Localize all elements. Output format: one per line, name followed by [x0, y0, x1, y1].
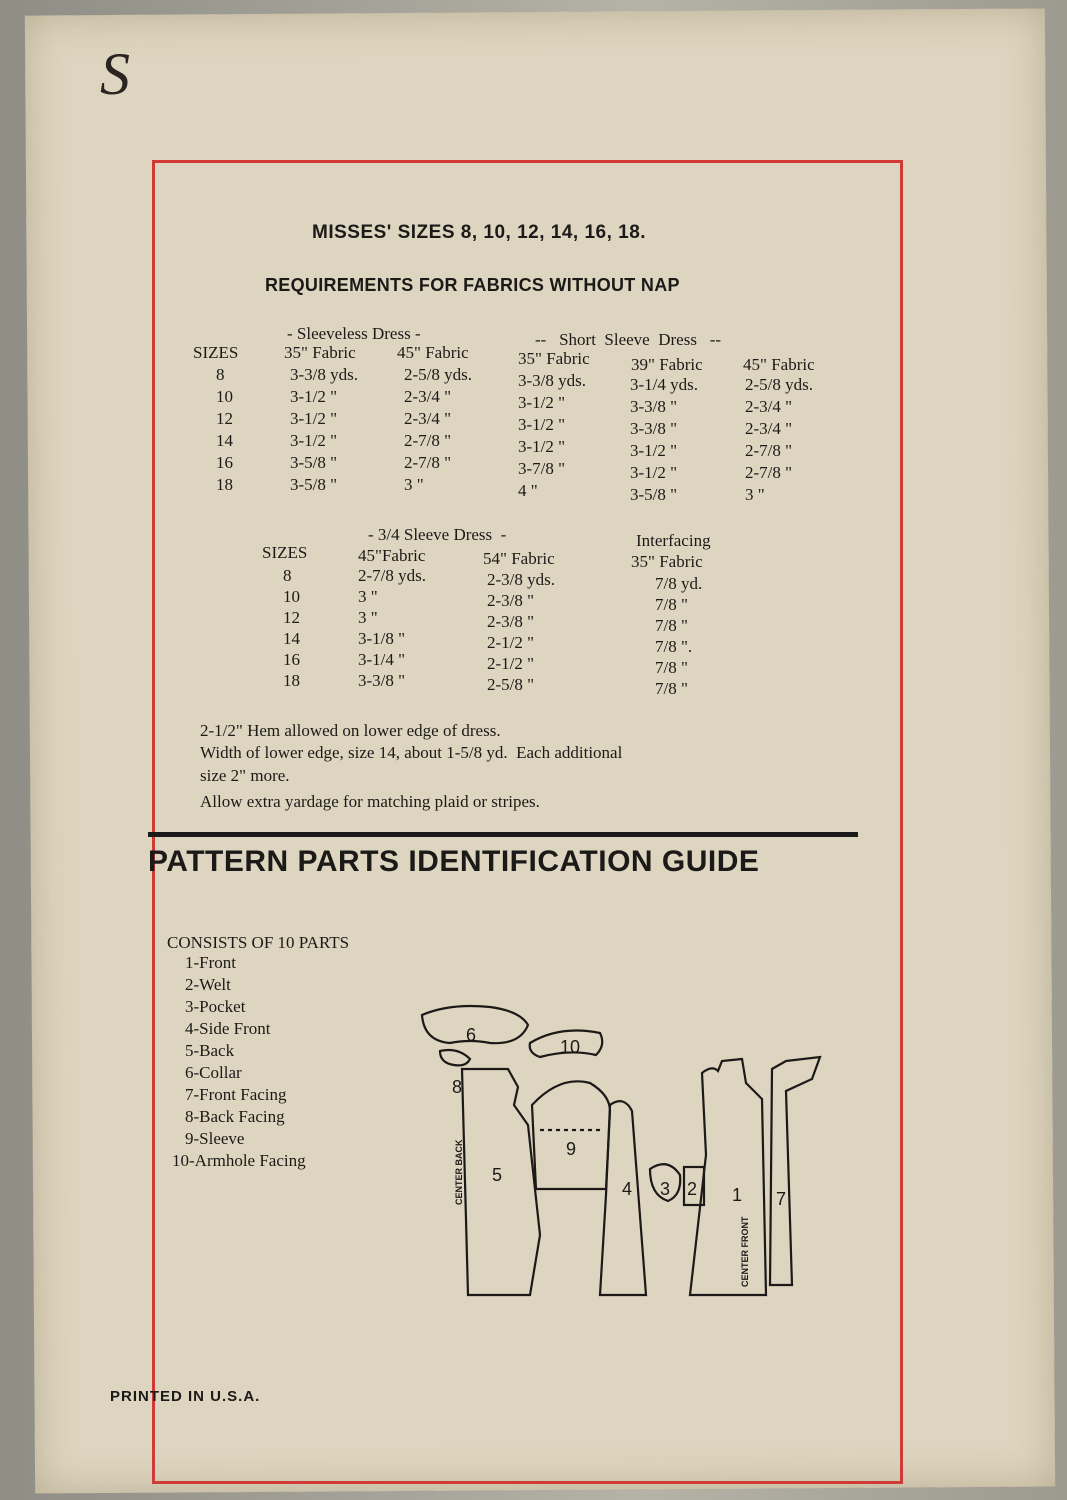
- table2-cell: 7/8 ": [655, 616, 688, 635]
- table2-cell: 7/8 ": [655, 679, 688, 698]
- table1-cell: 3-3/8 ": [630, 419, 678, 438]
- part-item: 5-Back: [185, 1041, 235, 1060]
- note-size: size 2" more.: [200, 766, 290, 785]
- table1-cell: 2-7/8 ": [404, 431, 452, 450]
- part-item: 8-Back Facing: [185, 1107, 285, 1126]
- table1-cell: 3-3/8 yds.: [290, 365, 358, 384]
- label-4: 4: [622, 1179, 633, 1199]
- table2-cell: 8: [283, 566, 292, 585]
- part-item: 7-Front Facing: [185, 1085, 287, 1104]
- table1-cell: 3-1/2 ": [290, 409, 338, 428]
- front-facing-piece: [770, 1057, 820, 1285]
- table1-cell: 3 ": [745, 485, 765, 504]
- group-three-quarter: - 3/4 Sleeve Dress -: [368, 525, 507, 544]
- table1-cell: 3-1/2 ": [290, 387, 338, 406]
- col-45: 45" Fabric: [397, 343, 469, 362]
- table1-cell: 3-7/8 ": [518, 459, 566, 478]
- table2-cell: 14: [283, 629, 300, 648]
- table1-cell: 16: [216, 453, 233, 472]
- note-plaid: Allow extra yardage for matching plaid or stripes.: [200, 792, 540, 811]
- handwritten-mark: S: [100, 41, 130, 107]
- col-35-short: 35" Fabric: [518, 349, 590, 368]
- table1-cell: 3-1/4 yds.: [630, 375, 698, 394]
- label-2: 2: [687, 1179, 698, 1199]
- table1-cell: 14: [216, 431, 233, 450]
- note-hem: 2-1/2" Hem allowed on lower edge of dress.: [200, 721, 501, 740]
- col-35: 35" Fabric: [284, 343, 356, 362]
- table2-cell: 2-7/8 yds.: [358, 566, 426, 585]
- table1-cell: 3-1/2 ": [518, 393, 566, 412]
- table2-cell: 3 ": [358, 587, 378, 606]
- sizes-title: MISSES' SIZES 8, 10, 12, 14, 16, 18.: [312, 222, 647, 243]
- table1-cell: 2-5/8 yds.: [404, 365, 472, 384]
- col-45-short: 45" Fabric: [743, 355, 815, 374]
- table2-cell: 2-3/8 ": [487, 591, 535, 610]
- label-1: 1: [732, 1185, 743, 1205]
- table1-cell: 2-3/4 ": [404, 409, 452, 428]
- table1-cell: 3-1/2 ": [518, 437, 566, 456]
- section-rule: [148, 832, 858, 837]
- group-sleeveless: - Sleeveless Dress -: [287, 324, 421, 343]
- table1-cell: 3-3/8 yds.: [518, 371, 586, 390]
- col-sizes: SIZES: [193, 343, 239, 362]
- back-facing-piece: [440, 1050, 470, 1065]
- part-item: 3-Pocket: [185, 997, 246, 1016]
- front-piece: [690, 1059, 766, 1295]
- table2-cell: 3-1/8 ": [358, 629, 406, 648]
- table2-cell: 2-3/8 ": [487, 612, 535, 631]
- col-39: 39" Fabric: [631, 355, 703, 374]
- table1-cell: 3-5/8 ": [630, 485, 678, 504]
- table1-cell: 2-7/8 ": [404, 453, 452, 472]
- note-width: Width of lower edge, size 14, about 1-5/8 yd. Each additional: [200, 743, 623, 762]
- table1-cell: 3-5/8 ": [290, 453, 338, 472]
- part-item: 9-Sleeve: [185, 1129, 245, 1148]
- table2-cell: 3-1/4 ": [358, 650, 406, 669]
- part-item: 10-Armhole Facing: [172, 1151, 306, 1170]
- table1-cell: 3-1/2 ": [630, 463, 678, 482]
- table2-cell: 7/8 ".: [655, 637, 693, 656]
- table1-cell: 3-1/2 ": [518, 415, 566, 434]
- table2-cell: 2-5/8 ": [487, 675, 535, 694]
- part-item: 6-Collar: [185, 1063, 242, 1082]
- part-item: 2-Welt: [185, 975, 231, 994]
- col2-sizes: SIZES: [262, 543, 308, 562]
- requirements-title: REQUIREMENTS FOR FABRICS WITHOUT NAP: [265, 275, 680, 295]
- label-9: 9: [566, 1139, 577, 1159]
- table1-cell: 3-5/8 ": [290, 475, 338, 494]
- table2-cell: 7/8 ": [655, 658, 688, 677]
- table1-cell: 2-5/8 yds.: [745, 375, 813, 394]
- group-interfacing: Interfacing: [636, 531, 711, 550]
- table1-cell: 3 ": [404, 475, 424, 494]
- col2-54: 54" Fabric: [483, 549, 555, 568]
- col2-35-interfacing: 35" Fabric: [631, 552, 703, 571]
- table1-cell: 4 ": [518, 481, 538, 500]
- table2-cell: 7/8 ": [655, 595, 688, 614]
- table1-cell: 3-3/8 ": [630, 397, 678, 416]
- table2-cell: 7/8 yd.: [655, 574, 703, 593]
- group-short-sleeve: -- Short Sleeve Dress --: [535, 330, 722, 349]
- table1-cell: 2-7/8 ": [745, 463, 793, 482]
- table2-cell: 12: [283, 608, 300, 627]
- table1-cell: 2-7/8 ": [745, 441, 793, 460]
- pattern-pieces-diagram: [410, 995, 840, 1305]
- printed-in-usa: PRINTED IN U.S.A.: [110, 1388, 261, 1405]
- center-front-label: CENTER FRONT: [740, 1216, 750, 1287]
- table2-cell: 2-1/2 ": [487, 633, 535, 652]
- table1-cell: 3-1/2 ": [290, 431, 338, 450]
- table2-cell: 18: [283, 671, 300, 690]
- guide-title: PATTERN PARTS IDENTIFICATION GUIDE: [148, 845, 760, 878]
- table2-cell: 3-3/8 ": [358, 671, 406, 690]
- parts-heading: CONSISTS OF 10 PARTS: [167, 933, 350, 952]
- col2-45: 45"Fabric: [358, 546, 426, 565]
- table1-cell: 2-3/4 ": [745, 419, 793, 438]
- label-3: 3: [660, 1179, 671, 1199]
- table1-cell: 12: [216, 409, 233, 428]
- center-back-label: CENTER BACK: [454, 1139, 464, 1205]
- table2-cell: 10: [283, 587, 300, 606]
- table2-cell: 2-3/8 yds.: [487, 570, 555, 589]
- table1-cell: 18: [216, 475, 233, 494]
- label-5: 5: [492, 1165, 503, 1185]
- table1-cell: 2-3/4 ": [745, 397, 793, 416]
- part-item: 1-Front: [185, 953, 236, 972]
- table1-cell: 10: [216, 387, 233, 406]
- table2-cell: 3 ": [358, 608, 378, 627]
- label-8: 8: [452, 1077, 463, 1097]
- table2-cell: 16: [283, 650, 300, 669]
- table1-cell: 2-3/4 ": [404, 387, 452, 406]
- label-7: 7: [776, 1189, 787, 1209]
- label-10: 10: [560, 1037, 581, 1057]
- table1-cell: 3-1/2 ": [630, 441, 678, 460]
- table2-cell: 2-1/2 ": [487, 654, 535, 673]
- label-6: 6: [466, 1025, 477, 1045]
- table1-cell: 8: [216, 365, 225, 384]
- part-item: 4-Side Front: [185, 1019, 271, 1038]
- sleeve-piece: [532, 1081, 610, 1189]
